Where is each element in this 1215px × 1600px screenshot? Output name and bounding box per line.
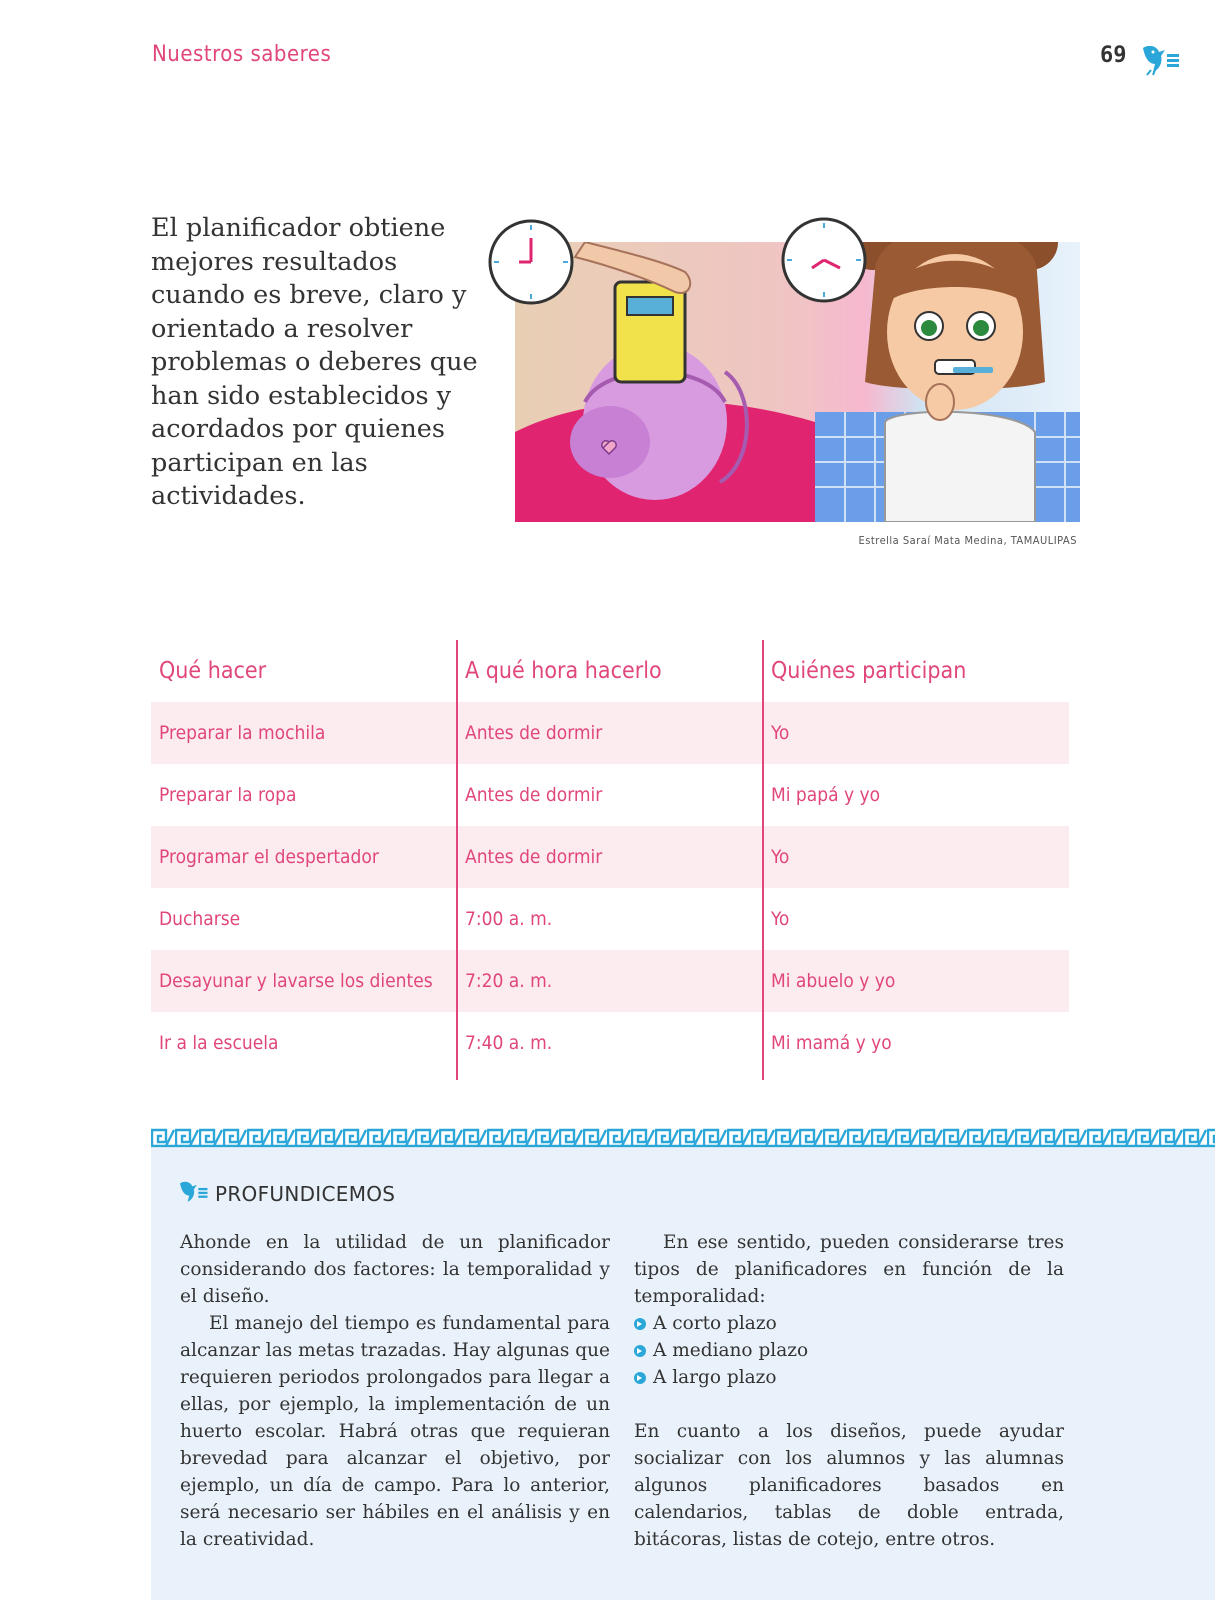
table-cell: Mi papá y yo <box>771 784 881 806</box>
table-cell: Ir a la escuela <box>159 1032 279 1054</box>
table-cell: Preparar la mochila <box>159 722 326 744</box>
table-header-cell: Quiénes participan <box>771 658 967 684</box>
table-cell: Antes de dormir <box>465 784 603 806</box>
table-cell: Programar el despertador <box>159 846 379 868</box>
paragraph: En cuanto a los diseños, puede ayudar socializar con los alumnos y las alumnas algunos planificadores basados en calendarios, tablas de doble entrada, bitácoras, listas de cotejo, entre otros. <box>634 1421 1064 1550</box>
bullet-icon <box>634 1372 646 1384</box>
list-item <box>634 1310 1064 1337</box>
table-cell: Antes de dormir <box>465 722 603 744</box>
table-header <box>151 640 1069 702</box>
table-cell: Preparar la ropa <box>159 784 297 806</box>
table-header-cell: A qué hora hacerlo <box>465 658 662 684</box>
section-heading: PROFUNDICEMOS <box>215 1182 396 1206</box>
table-row <box>151 950 1069 1012</box>
bullet-icon <box>634 1318 646 1330</box>
hummingbird-icon <box>177 1177 209 1205</box>
table-cell: 7:40 a. m. <box>465 1032 553 1054</box>
clock-icon <box>487 218 575 306</box>
table-row <box>151 888 1069 950</box>
column-divider <box>762 640 764 1080</box>
bullet-icon <box>634 1345 646 1357</box>
table-cell: Yo <box>771 908 790 930</box>
table-row <box>151 1012 1069 1074</box>
paragraph: Ahonde en la utilidad de un planificador considerando dos factores: la temporalidad y el diseño. <box>180 1232 610 1307</box>
table-cell: Ducharse <box>159 908 241 930</box>
list-item <box>634 1337 1064 1364</box>
list-item-label: A mediano plazo <box>653 1340 809 1361</box>
table-cell: Mi mamá y yo <box>771 1032 892 1054</box>
table-cell: Desayunar y lavarse los dientes <box>159 970 433 992</box>
section-title: Nuestros saberes <box>152 42 332 67</box>
table-cell: Mi abuelo y yo <box>771 970 896 992</box>
left-column <box>180 1229 610 1553</box>
paragraph: En ese sentido, pueden considerarse tres tipos de planificadores en función de la temporalidad: <box>634 1232 1064 1307</box>
right-column <box>634 1229 1064 1553</box>
page-number: 69 <box>1100 43 1127 68</box>
column-divider <box>456 640 458 1080</box>
planner-types-list <box>634 1310 1064 1391</box>
clock-icon <box>780 216 868 304</box>
table-row <box>151 702 1069 764</box>
illustration-credit: Estrella Saraí Mata Medina, TAMAULIPAS <box>858 534 1077 547</box>
table-row <box>151 826 1069 888</box>
intro-paragraph: El planificador obtiene mejores resultados cuando es breve, claro y orientado a resolver problemas o deberes que han sido establecidos y acordados por quienes participan en las actividades. <box>151 213 478 511</box>
table-row <box>151 764 1069 826</box>
list-item-label: A largo plazo <box>653 1367 777 1388</box>
table-header-cell: Qué hacer <box>159 658 267 684</box>
paragraph: El manejo del tiempo es fundamental para alcanzar las metas trazadas. Hay algunas que requieren periodos prolongados para llegar a ellas, por ejemplo, la implementación de un huerto escolar. Habrá otras que requieran brevedad para alcanzar el objetivo, por ejemplo, un día de campo. Para lo anterior, será necesario ser hábiles en el análisis y en la creatividad. <box>180 1313 610 1550</box>
table-cell: 7:20 a. m. <box>465 970 553 992</box>
list-item-label: A corto plazo <box>653 1313 777 1334</box>
table-cell: Yo <box>771 722 790 744</box>
hummingbird-icon <box>1139 40 1181 76</box>
planner-table <box>151 640 1069 1074</box>
table-cell: Antes de dormir <box>465 846 603 868</box>
decorative-border <box>151 1128 1215 1148</box>
table-cell: 7:00 a. m. <box>465 908 553 930</box>
table-cell: Yo <box>771 846 790 868</box>
list-item <box>634 1364 1064 1391</box>
